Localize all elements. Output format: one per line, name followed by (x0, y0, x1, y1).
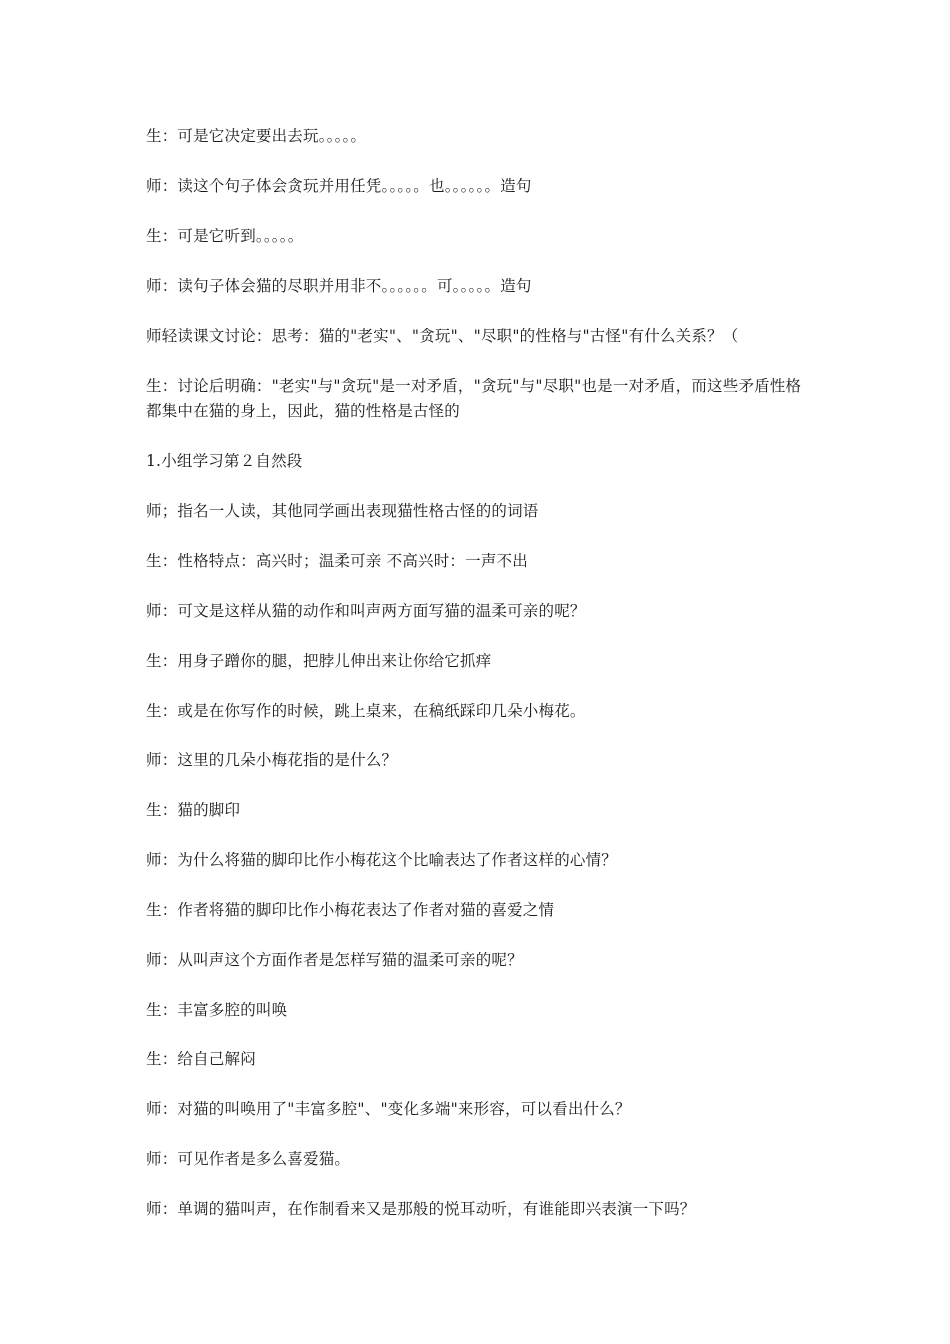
paragraph: 生：可是它决定要出去玩。。。。。 (146, 127, 367, 145)
paragraph: 师：读句子体会猫的尽职并用非不。。。。。。可。。。。。造句 (146, 277, 532, 295)
paragraph: 师：可文是这样从猫的动作和叫声两方面写猫的温柔可亲的呢？ (146, 602, 586, 620)
section-heading: 1.小组学习第２自然段 (146, 452, 303, 470)
paragraph: 师：从叫声这个方面作者是怎样写猫的温柔可亲的呢？ (146, 951, 523, 969)
paragraph: 师；指名一人读，其他同学画出表现猫性格古怪的的词语 (146, 502, 539, 520)
paragraph: 生：或是在你写作的时候，跳上桌来，在稿纸踩印几朵小梅花。 (146, 702, 586, 720)
paragraph: 生：讨论后明确："老实"与"贪玩"是一对矛盾，"贪玩"与"尽职"也是一对矛盾，而这些矛盾性格都集中在猫的身上，因此，猫的性格是古怪的 (146, 377, 802, 420)
paragraph: 生：用身子蹭你的腿，把脖儿伸出来让你给它抓痒 (146, 652, 492, 670)
paragraph: 师：可见作者是多么喜爱猫。 (146, 1150, 351, 1168)
paragraph: 师：对猫的叫唤用了"丰富多腔"、"变化多端"来形容，可以看出什么？ (146, 1100, 631, 1118)
paragraph: 师：读这个句子体会贪玩并用任凭。。。。。也。。。。。。造句 (146, 177, 532, 195)
paragraph: 生：给自己解闷 (146, 1050, 256, 1068)
paragraph: 师：这里的几朵小梅花指的是什么？ (146, 751, 398, 769)
paragraph: 生：丰富多腔的叫唤 (146, 1001, 288, 1019)
paragraph: 师轻读课文讨论：思考：猫的"老实"、"贪玩"、"尽职"的性格与"古怪"有什么关系？（ (146, 327, 739, 345)
paragraph: 生：猫的脚印 (146, 801, 241, 819)
paragraph: 生：性格特点：高兴时；温柔可亲 不高兴时：一声不出 (146, 552, 528, 570)
paragraph: 师：为什么将猫的脚印比作小梅花这个比喻表达了作者这样的心情？ (146, 851, 618, 869)
paragraph: 生：可是它听到。。。。。 (146, 227, 304, 245)
paragraph: 师：单调的猫叫声，在作制看来又是那般的悦耳动听，有谁能即兴表演一下吗？ (146, 1200, 696, 1218)
paragraph: 生：作者将猫的脚印比作小梅花表达了作者对猫的喜爱之情 (146, 901, 555, 919)
